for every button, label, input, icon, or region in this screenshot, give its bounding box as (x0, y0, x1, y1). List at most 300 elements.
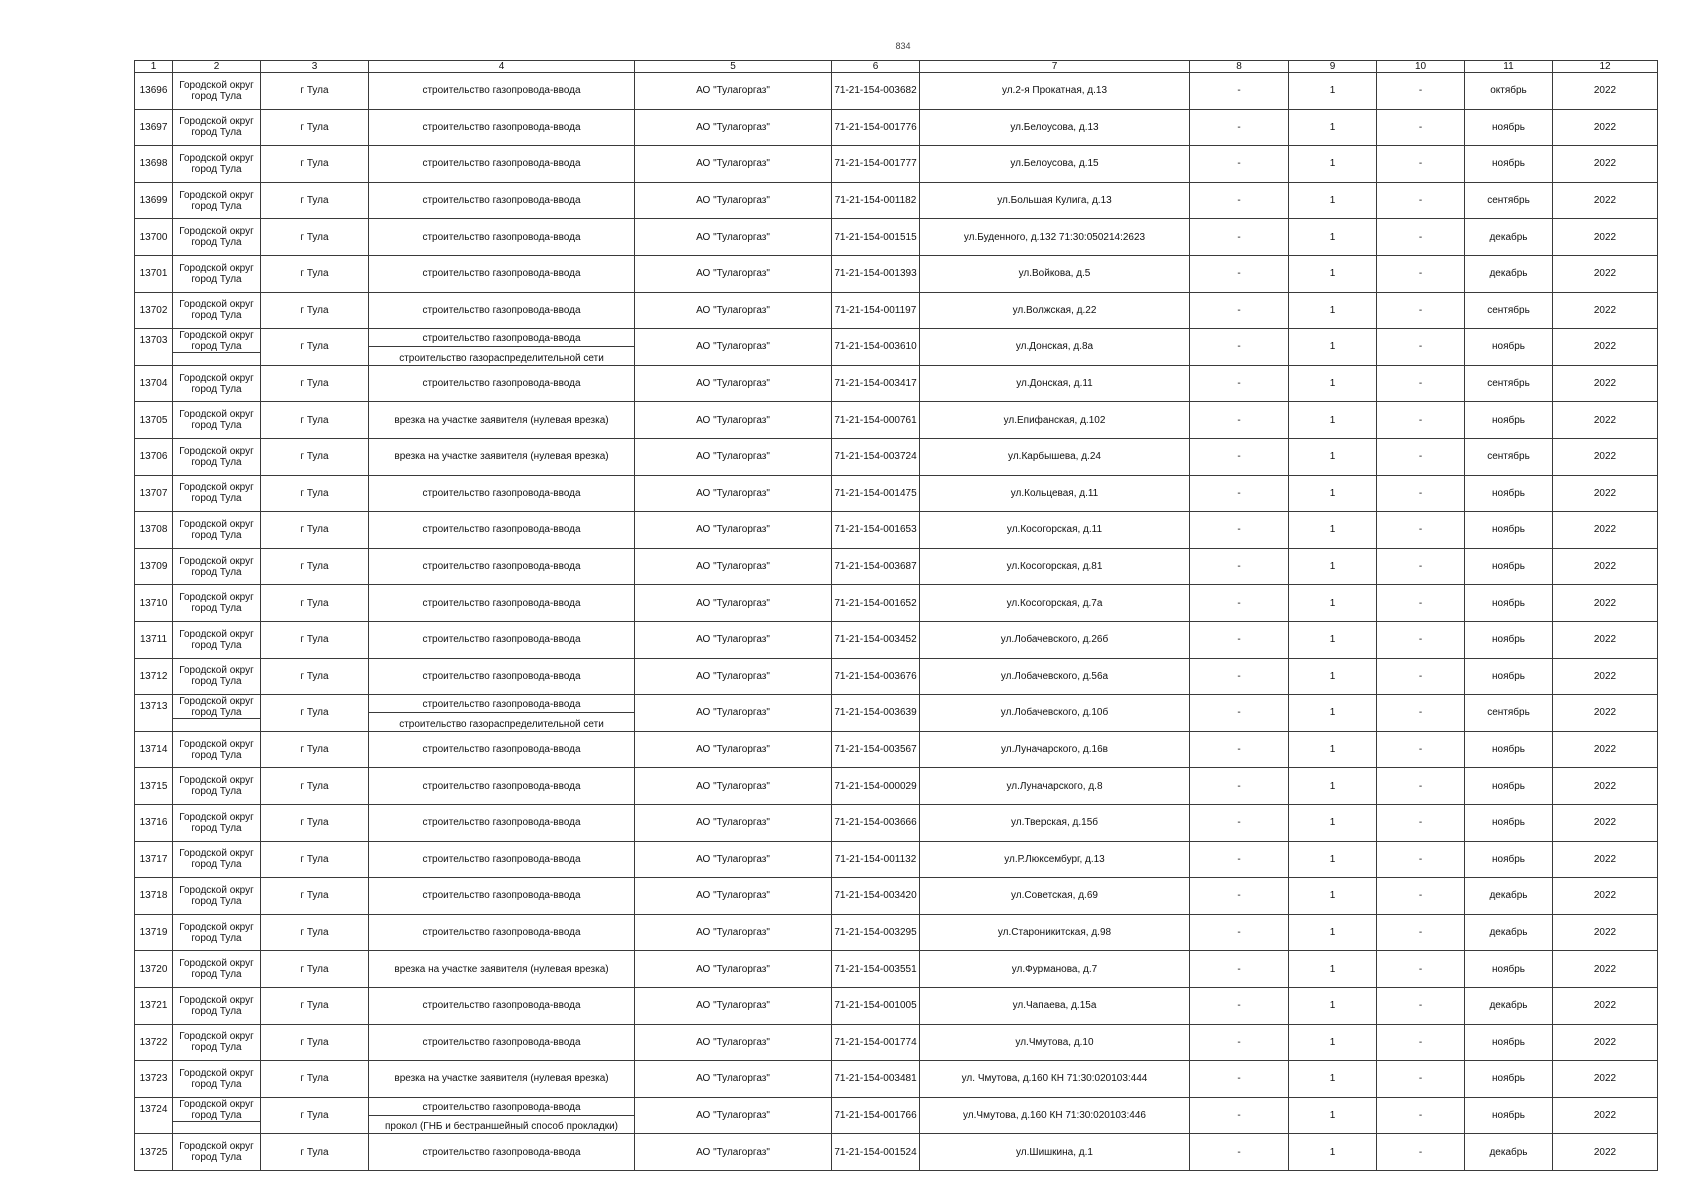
cell-col-8: - (1189, 1133, 1289, 1171)
cell-work-type: врезка на участке заявителя (нулевая врезка) (368, 438, 635, 476)
cell-city: г Тула (260, 72, 369, 110)
cell-application-code: 71-21-154-003687 (831, 548, 920, 586)
cell-year: 2022 (1552, 694, 1658, 732)
cell-col-8: - (1189, 1024, 1289, 1062)
cell-year: 2022 (1552, 145, 1658, 183)
cell-address: ул.Лобачевского, д.10б (919, 694, 1190, 732)
cell-organization: АО "Тулагоргаз" (634, 401, 832, 439)
cell-application-code: 71-21-154-001653 (831, 511, 920, 549)
cell-col-9: 1 (1288, 328, 1377, 366)
cell-month: ноябрь (1464, 1097, 1553, 1135)
cell-month: декабрь (1464, 255, 1553, 293)
cell-col-8: - (1189, 218, 1289, 256)
cell-year: 2022 (1552, 292, 1658, 330)
cell-city: г Тула (260, 767, 369, 805)
cell-work-type: врезка на участке заявителя (нулевая врезка) (368, 401, 635, 439)
cell-col-10: - (1376, 694, 1465, 732)
cell-col-9: 1 (1288, 987, 1377, 1025)
cell-district (172, 987, 261, 1025)
cell-number: 13716 (134, 804, 173, 842)
cell-city: г Тула (260, 182, 369, 220)
cell-application-code: 71-21-154-001774 (831, 1024, 920, 1062)
cell-col-9: 1 (1288, 584, 1377, 622)
cell-col-8: - (1189, 475, 1289, 513)
district-line-1: Городской округ (179, 1031, 254, 1043)
cell-city: г Тула (260, 438, 369, 476)
cell-month: сентябрь (1464, 292, 1553, 330)
cell-number: 13698 (134, 145, 173, 183)
cell-organization: АО "Тулагоргаз" (634, 255, 832, 293)
cell-application-code: 71-21-154-001515 (831, 218, 920, 256)
cell-district (172, 255, 261, 293)
cell-address: ул.Косогорская, д.11 (919, 511, 1190, 549)
cell-city: г Тула (260, 877, 369, 915)
cell-month: ноябрь (1464, 658, 1553, 696)
cell-district (172, 804, 261, 842)
cell-district (172, 621, 261, 659)
cell-year: 2022 (1552, 328, 1658, 366)
cell-col-9: 1 (1288, 804, 1377, 842)
cell-col-9: 1 (1288, 1097, 1377, 1135)
cell-year: 2022 (1552, 767, 1658, 805)
cell-organization: АО "Тулагоргаз" (634, 292, 832, 330)
work-type-secondary: строительство газораспределительной сети (399, 718, 604, 730)
district-line-2: город Тула (191, 676, 242, 688)
cell-organization: АО "Тулагоргаз" (634, 365, 832, 403)
cell-city: г Тула (260, 475, 369, 513)
cell-application-code: 71-21-154-001766 (831, 1097, 920, 1135)
cell-district (172, 72, 261, 110)
cell-city: г Тула (260, 365, 369, 403)
cell-col-9: 1 (1288, 182, 1377, 220)
cell-number: 13714 (134, 731, 173, 769)
cell-application-code: 71-21-154-003610 (831, 328, 920, 366)
cell-organization: АО "Тулагоргаз" (634, 694, 832, 732)
cell-col-10: - (1376, 1133, 1465, 1171)
cell-number: 13708 (134, 511, 173, 549)
cell-year: 2022 (1552, 621, 1658, 659)
cell-application-code: 71-21-154-001197 (831, 292, 920, 330)
cell-application-code: 71-21-154-003567 (831, 731, 920, 769)
cell-col-10: - (1376, 511, 1465, 549)
cell-col-8: - (1189, 621, 1289, 659)
cell-col-9: 1 (1288, 841, 1377, 879)
cell-work-type: строительство газопровода-ввода (368, 1133, 635, 1171)
cell-col-9: 1 (1288, 511, 1377, 549)
cell-address: ул.Лобачевского, д.26б (919, 621, 1190, 659)
cell-application-code: 71-21-154-001652 (831, 584, 920, 622)
cell-number: 13703 (134, 328, 173, 366)
cell-col-8: - (1189, 658, 1289, 696)
cell-number: 13723 (134, 1060, 173, 1098)
cell-col-8: - (1189, 987, 1289, 1025)
cell-col-9: 1 (1288, 292, 1377, 330)
cell-col-8: - (1189, 182, 1289, 220)
cell-col-8: - (1189, 877, 1289, 915)
cell-number: 13719 (134, 914, 173, 952)
cell-col-10: - (1376, 109, 1465, 147)
work-type-secondary: строительство газораспределительной сети (399, 352, 604, 364)
district-line-1: Городской округ (179, 958, 254, 970)
district-line-2: город Тула (191, 786, 242, 798)
cell-work-type: строительство газопровода-ввода (368, 145, 635, 183)
cell-organization: АО "Тулагоргаз" (634, 767, 832, 805)
cell-organization: АО "Тулагоргаз" (634, 182, 832, 220)
cell-year: 2022 (1552, 1024, 1658, 1062)
cell-number: 13718 (134, 877, 173, 915)
cell-year: 2022 (1552, 365, 1658, 403)
cell-work-type: строительство газопровода-ввода (368, 767, 635, 805)
cell-col-9: 1 (1288, 694, 1377, 732)
cell-address: ул.Луначарского, д.16в (919, 731, 1190, 769)
cell-year: 2022 (1552, 841, 1658, 879)
district-line-1: Городской округ (179, 921, 254, 933)
cell-month: ноябрь (1464, 109, 1553, 147)
cell-col-8: - (1189, 511, 1289, 549)
cell-city: г Тула (260, 328, 369, 366)
district-line-1: Городской округ (179, 665, 254, 677)
cell-work-type: строительство газопровода-ввода (368, 255, 635, 293)
cell-year: 2022 (1552, 218, 1658, 256)
district-line-1: Городской округ (179, 811, 254, 823)
cell-number: 13702 (134, 292, 173, 330)
cell-district (172, 731, 261, 769)
cell-col-9: 1 (1288, 218, 1377, 256)
district-line-1: Городской округ (179, 372, 254, 384)
cell-organization: АО "Тулагоргаз" (634, 511, 832, 549)
district-line-1: Городской округ (179, 189, 254, 201)
cell-month: ноябрь (1464, 1024, 1553, 1062)
cell-address: ул.Чапаева, д.15а (919, 987, 1190, 1025)
cell-work-type: строительство газопровода-ввода (368, 1024, 635, 1062)
cell-month: декабрь (1464, 218, 1553, 256)
cell-number: 13722 (134, 1024, 173, 1062)
district-line-1: Городской округ (179, 848, 254, 860)
cell-organization: АО "Тулагоргаз" (634, 1097, 832, 1135)
cell-year: 2022 (1552, 1133, 1658, 1171)
cell-application-code: 71-21-154-003551 (831, 950, 920, 988)
cell-col-8: - (1189, 767, 1289, 805)
cell-month: сентябрь (1464, 365, 1553, 403)
cell-application-code: 71-21-154-001005 (831, 987, 920, 1025)
cell-organization: АО "Тулагоргаз" (634, 841, 832, 879)
district-line-1: Городской округ (179, 696, 254, 708)
cell-year: 2022 (1552, 1060, 1658, 1098)
cell-col-8: - (1189, 401, 1289, 439)
cell-city: г Тула (260, 914, 369, 952)
cell-city: г Тула (260, 804, 369, 842)
cell-city: г Тула (260, 1060, 369, 1098)
work-type-secondary: прокол (ГНБ и бестраншейный способ прокладки) (384, 1121, 618, 1133)
cell-organization: АО "Тулагоргаз" (634, 218, 832, 256)
cell-number: 13709 (134, 548, 173, 586)
cell-city: г Тула (260, 145, 369, 183)
cell-address: ул.Белоусова, д.15 (919, 145, 1190, 183)
cell-year: 2022 (1552, 950, 1658, 988)
cell-work-type: строительство газопровода-ввода (368, 109, 635, 147)
cell-work-type: строительство газопровода-ввода (368, 584, 635, 622)
cell-address: ул.Большая Кулига, д.13 (919, 182, 1190, 220)
cell-district (172, 950, 261, 988)
cell-col-9: 1 (1288, 658, 1377, 696)
cell-month: ноябрь (1464, 621, 1553, 659)
cell-col-9: 1 (1288, 548, 1377, 586)
column-header-6: 6 (831, 60, 920, 73)
cell-col-9: 1 (1288, 365, 1377, 403)
cell-district (172, 1060, 261, 1098)
district-line-2: город Тула (191, 383, 242, 395)
cell-district (172, 511, 261, 549)
district-line-2: город Тула (191, 969, 242, 981)
cell-district (172, 658, 261, 696)
cell-city: г Тула (260, 621, 369, 659)
cell-number: 13699 (134, 182, 173, 220)
cell-district (172, 584, 261, 622)
column-header-10: 10 (1376, 60, 1465, 73)
cell-organization: АО "Тулагоргаз" (634, 914, 832, 952)
cell-number: 13720 (134, 950, 173, 988)
cell-number: 13713 (134, 694, 173, 732)
cell-year: 2022 (1552, 914, 1658, 952)
district-line-1: Городской округ (179, 592, 254, 604)
district-line-1: Городской округ (179, 226, 254, 238)
cell-application-code: 71-21-154-001393 (831, 255, 920, 293)
district-line-2: город Тула (191, 566, 242, 578)
district-line-2: город Тула (191, 749, 242, 761)
district-line-2: город Тула (191, 420, 242, 432)
cell-col-9: 1 (1288, 475, 1377, 513)
cell-district (172, 182, 261, 220)
district-line-2: город Тула (191, 273, 242, 285)
district-line-1: Городской округ (179, 1141, 254, 1153)
cell-work-type: строительство газопровода-ввода (368, 841, 635, 879)
cell-address: ул.Епифанская, д.102 (919, 401, 1190, 439)
cell-organization: АО "Тулагоргаз" (634, 731, 832, 769)
district-line-2: город Тула (191, 1078, 242, 1090)
district-line-1: Городской округ (179, 884, 254, 896)
cell-city: г Тула (260, 401, 369, 439)
district-line-2: город Тула (191, 1005, 242, 1017)
cell-year: 2022 (1552, 804, 1658, 842)
cell-work-type: строительство газопровода-ввода (368, 511, 635, 549)
cell-col-9: 1 (1288, 914, 1377, 952)
cell-organization: АО "Тулагоргаз" (634, 1133, 832, 1171)
cell-work-type: строительство газопровода-ввода (368, 877, 635, 915)
cell-address: ул.Фурманова, д.7 (919, 950, 1190, 988)
cell-organization: АО "Тулагоргаз" (634, 877, 832, 915)
cell-work-type: строительство газопровода-ввода (368, 182, 635, 220)
cell-year: 2022 (1552, 475, 1658, 513)
cell-work-type: врезка на участке заявителя (нулевая врезка) (368, 1060, 635, 1098)
cell-month: ноябрь (1464, 804, 1553, 842)
district-line-1: Городской округ (179, 116, 254, 128)
district-line-1: Городской округ (179, 262, 254, 274)
cell-col-10: - (1376, 182, 1465, 220)
cell-application-code: 71-21-154-001524 (831, 1133, 920, 1171)
column-header-9: 9 (1288, 60, 1377, 73)
cell-year: 2022 (1552, 658, 1658, 696)
cell-city: г Тула (260, 255, 369, 293)
cell-col-10: - (1376, 292, 1465, 330)
cell-month: декабрь (1464, 987, 1553, 1025)
cell-month: ноябрь (1464, 548, 1553, 586)
cell-city: г Тула (260, 950, 369, 988)
cell-organization: АО "Тулагоргаз" (634, 1024, 832, 1062)
cell-col-8: - (1189, 365, 1289, 403)
work-type-primary: строительство газопровода-ввода (369, 1098, 634, 1116)
cell-application-code: 71-21-154-003666 (831, 804, 920, 842)
cell-organization: АО "Тулагоргаз" (634, 145, 832, 183)
cell-month: ноябрь (1464, 401, 1553, 439)
cell-organization: АО "Тулагоргаз" (634, 804, 832, 842)
cell-year: 2022 (1552, 1097, 1658, 1135)
cell-district (172, 1133, 261, 1171)
cell-col-10: - (1376, 914, 1465, 952)
page-number: 834 (895, 41, 911, 51)
cell-col-9: 1 (1288, 767, 1377, 805)
cell-work-type: строительство газопровода-ввода (368, 804, 635, 842)
cell-year: 2022 (1552, 255, 1658, 293)
cell-number: 13724 (134, 1097, 173, 1135)
column-header-7: 7 (919, 60, 1190, 73)
cell-address: ул.Лобачевского, д.56а (919, 658, 1190, 696)
district-line-1: Городской округ (179, 518, 254, 530)
cell-col-9: 1 (1288, 1024, 1377, 1062)
cell-work-type: строительство газопровода-ввода (368, 475, 635, 513)
cell-district (172, 292, 261, 330)
cell-col-10: - (1376, 987, 1465, 1025)
cell-col-10: - (1376, 218, 1465, 256)
cell-district (172, 145, 261, 183)
cell-year: 2022 (1552, 72, 1658, 110)
cell-work-type: строительство газопровода-ввода (368, 72, 635, 110)
cell-address: ул.Карбышева, д.24 (919, 438, 1190, 476)
district-line-1: Городской округ (179, 738, 254, 750)
cell-address: ул.Войкова, д.5 (919, 255, 1190, 293)
district-line-1: Городской округ (179, 555, 254, 567)
cell-application-code: 71-21-154-000761 (831, 401, 920, 439)
cell-district (172, 365, 261, 403)
cell-col-9: 1 (1288, 109, 1377, 147)
cell-number: 13712 (134, 658, 173, 696)
cell-address: ул.Буденного, д.132 71:30:050214:2623 (919, 218, 1190, 256)
cell-col-10: - (1376, 401, 1465, 439)
cell-address: ул. Чмутова, д.160 КН 71:30:020103:444 (919, 1060, 1190, 1098)
cell-work-type: строительство газопровода-ввода (368, 658, 635, 696)
cell-address: ул.Донская, д.8а (919, 328, 1190, 366)
district-line-1: Городской округ (179, 330, 254, 342)
cell-application-code: 71-21-154-003676 (831, 658, 920, 696)
cell-district (172, 694, 261, 732)
cell-work-type: строительство газопровода-ввода (368, 914, 635, 952)
cell-year: 2022 (1552, 731, 1658, 769)
cell-month: сентябрь (1464, 182, 1553, 220)
cell-application-code: 71-21-154-001132 (831, 841, 920, 879)
cell-number: 13700 (134, 218, 173, 256)
district-line-2: город Тула (173, 707, 260, 719)
cell-number: 13696 (134, 72, 173, 110)
cell-city: г Тула (260, 218, 369, 256)
cell-work-type: строительство газопровода-ввода (368, 548, 635, 586)
cell-city: г Тула (260, 1024, 369, 1062)
cell-organization: АО "Тулагоргаз" (634, 950, 832, 988)
cell-col-10: - (1376, 475, 1465, 513)
cell-col-8: - (1189, 72, 1289, 110)
cell-month: сентябрь (1464, 694, 1553, 732)
cell-month: ноябрь (1464, 731, 1553, 769)
cell-col-9: 1 (1288, 255, 1377, 293)
cell-col-9: 1 (1288, 401, 1377, 439)
cell-month: ноябрь (1464, 841, 1553, 879)
cell-address: ул.Волжская, д.22 (919, 292, 1190, 330)
cell-work-type: строительство газопровода-ввода (368, 218, 635, 256)
cell-col-10: - (1376, 1060, 1465, 1098)
cell-work-type: строительство газопровода-ввода (368, 621, 635, 659)
cell-address: ул.Чмутова, д.10 (919, 1024, 1190, 1062)
cell-col-9: 1 (1288, 1060, 1377, 1098)
district-line-2: город Тула (191, 932, 242, 944)
district-line-2: город Тула (191, 529, 242, 541)
cell-application-code: 71-21-154-001777 (831, 145, 920, 183)
cell-month: декабрь (1464, 877, 1553, 915)
cell-col-8: - (1189, 1060, 1289, 1098)
cell-district (172, 328, 261, 366)
cell-district (172, 1024, 261, 1062)
cell-organization: АО "Тулагоргаз" (634, 987, 832, 1025)
cell-district (172, 475, 261, 513)
district-line-2: город Тула (191, 1042, 242, 1054)
cell-month: ноябрь (1464, 767, 1553, 805)
cell-col-9: 1 (1288, 145, 1377, 183)
cell-address: ул.Косогорская, д.7а (919, 584, 1190, 622)
cell-col-10: - (1376, 328, 1465, 366)
cell-col-8: - (1189, 914, 1289, 952)
cell-year: 2022 (1552, 511, 1658, 549)
cell-city: г Тула (260, 511, 369, 549)
cell-col-10: - (1376, 255, 1465, 293)
column-header-5: 5 (634, 60, 832, 73)
cell-work-type: строительство газопровода-ввода (368, 731, 635, 769)
cell-month: ноябрь (1464, 475, 1553, 513)
cell-organization: АО "Тулагоргаз" (634, 584, 832, 622)
work-type-primary: строительство газопровода-ввода (369, 329, 634, 347)
cell-col-10: - (1376, 804, 1465, 842)
cell-col-9: 1 (1288, 877, 1377, 915)
cell-organization: АО "Тулагоргаз" (634, 548, 832, 586)
cell-col-10: - (1376, 1024, 1465, 1062)
cell-city: г Тула (260, 1097, 369, 1135)
cell-number: 13715 (134, 767, 173, 805)
cell-col-10: - (1376, 950, 1465, 988)
cell-col-10: - (1376, 72, 1465, 110)
cell-address: ул.Косогорская, д.81 (919, 548, 1190, 586)
cell-year: 2022 (1552, 584, 1658, 622)
cell-col-9: 1 (1288, 731, 1377, 769)
district-line-2: город Тула (191, 822, 242, 834)
cell-district (172, 1097, 261, 1135)
cell-col-9: 1 (1288, 1133, 1377, 1171)
cell-month: ноябрь (1464, 1060, 1553, 1098)
cell-col-8: - (1189, 1097, 1289, 1135)
district-line-2: город Тула (191, 310, 242, 322)
column-header-3: 3 (260, 60, 369, 73)
district-line-2: город Тула (191, 639, 242, 651)
district-line-1: Городской округ (179, 445, 254, 457)
cell-district (172, 767, 261, 805)
cell-col-8: - (1189, 841, 1289, 879)
cell-number: 13721 (134, 987, 173, 1025)
cell-application-code: 71-21-154-003420 (831, 877, 920, 915)
